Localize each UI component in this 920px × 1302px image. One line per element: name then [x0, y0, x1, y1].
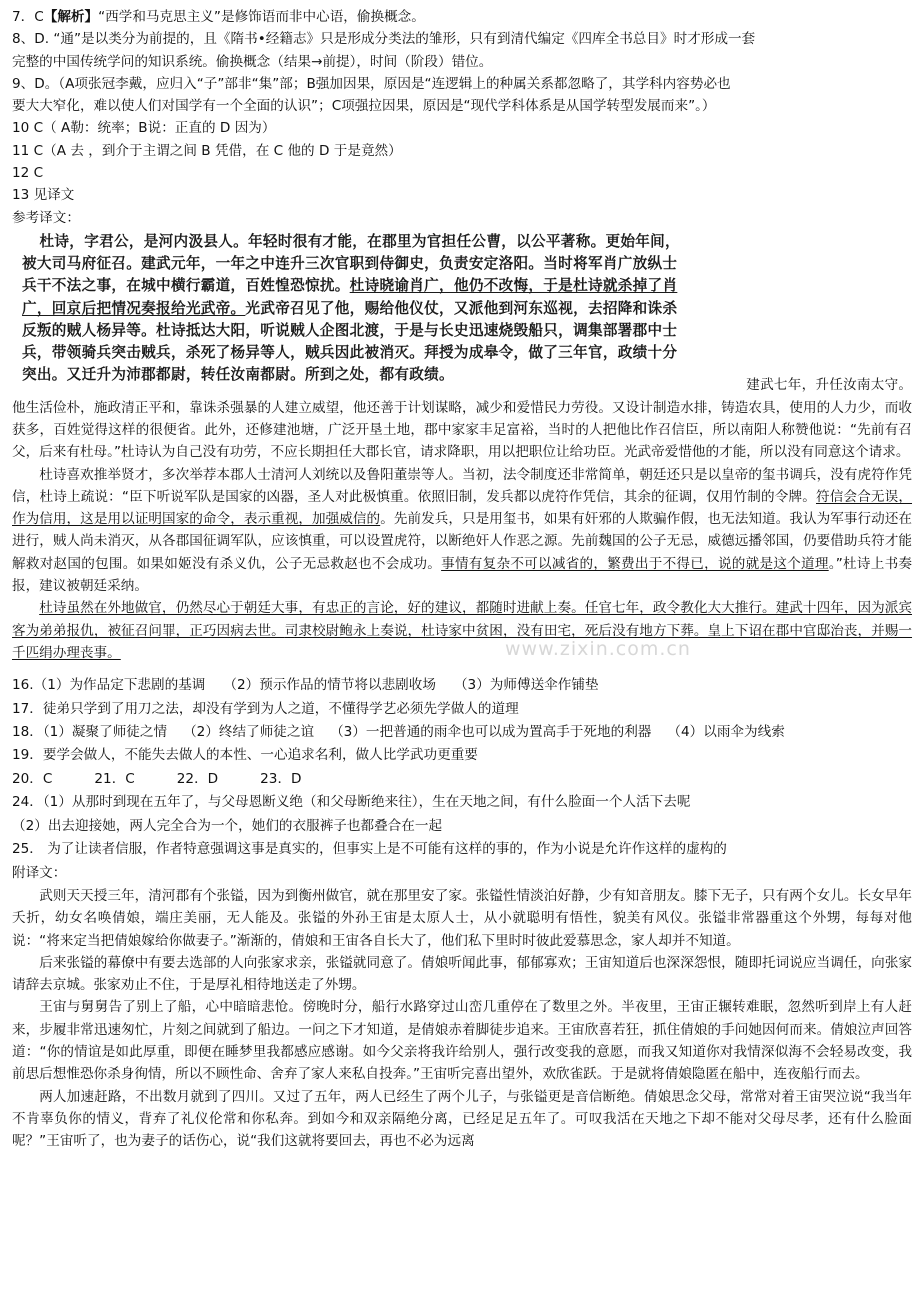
paragraph-text: 杜诗喜欢推举贤才，多次举荐本郡人士清河人刘统以及鲁阳董崇等人。当初，法令制度还非常简单，朝廷还只是以皇帝的玺书调兵，没有虎符作凭信，杜诗上疏说：“臣下听说军队是国家的凶器，圣人对此极慎重。依照旧制，发兵都以虎符作凭信，其余的征调，仅用竹制的令牌。: [12, 466, 912, 505]
answer-part: 18．（1）凝聚了师徒之情: [12, 724, 168, 741]
answer-part: （4）以雨伞为线索: [667, 724, 785, 741]
answer-line-11: 11 C（A 去 ，到介于主谓之间 B 凭借，在 C 他的 D 于是竟然）: [12, 142, 402, 159]
story-paragraph-2: 后来张镒的幕僚中有要去选部的人向张家求亲，张镒就同意了。倩娘听闻此事，郁郁寡欢；王宙知道后也深深怨恨，随即托词说应当调任，向张家请辞去京城。张家劝止不住，于是厚礼相待地送走了外甥。: [12, 954, 912, 994]
answer-line-9b: 要大大窄化，难以使人们对国学有一个全面的认识”；C项强拉因果，原因是“现代学科体系是从国学转型发展而来”。）: [12, 98, 716, 115]
story-paragraph-3: 王宙与舅舅告了别上了船，心中暗暗悲怆。傍晚时分，船行水路穿过山峦几重停在了数里之外。半夜里，王宙正辗转难眠，忽然听到岸上有人赶来，步履非常迅速匆忙，片刻之间就到了船边。一问之下才知道，是倩娘赤着脚徒步追来。王宙欣喜若狂，抓住倩娘的手问她因何而来。倩娘泣声回答道：“你的情谊是如此厚重，即便在睡梦里我都感应感谢。如今父亲将我许给别人，强行改变我的意愿，而我又知道你对我情深似海不会轻易改变，我前思后想惟恐你杀身徇情，所以不顾性命、舍弃了家人来私自投奔。”王宙听完喜出望外，欢欣雀跃。于是就将倩娘隐匿在船中，连夜船行而去。: [12, 999, 912, 1083]
answer-line-13: 13 见译文: [12, 187, 75, 204]
answer-line-18: [12, 721, 912, 744]
paragraph-text: 。先前发兵，只是用玺书，如果有奸邪的人欺骗作假，也无法知道。我认为军事行动还在进行，贼人尚未消灭，从各郡国征调军队，应该慎重，可以设置虎符，以断绝奸人作恶之源。先前魏国的公子无忌，威德远播邻国，仍要借助兵符才能解救对赵国的包围。如果如姬没有杀义仇，公子无忌救赵也不会成功。: [12, 511, 913, 572]
translation-paragraph-2: [12, 374, 912, 463]
scanned-paragraph: [22, 231, 682, 386]
answer-part: 20．C: [12, 770, 53, 787]
answer-part: 23．D: [260, 770, 302, 787]
spacer: [12, 664, 912, 674]
paragraph-lead: 建武七年，升任汝南太: [746, 377, 885, 394]
answer-line-8b: 完整的中国传统学问的知识系统。偷换概念（结果→前提），时间（阶段）错位。: [12, 53, 493, 70]
answer-part: （2）终结了师徒之谊: [183, 724, 315, 741]
underlined-text: 司隶校尉鲍永上奏说，杜诗家中贫困，没有田宅，死后没有地方下葬。皇上下诏在郡中官邸治丧，并赐一千匹绢办理丧事。: [12, 622, 913, 661]
answer-line-12: 12 C: [12, 165, 44, 182]
answer-part: 21．C: [94, 770, 135, 787]
answer-text: “西学和马克思主义”是修饰语而非中心语，偷换概念。: [98, 9, 425, 25]
answer-line-16: [12, 674, 912, 697]
analysis-tag: 【解析】: [43, 9, 99, 25]
appendix-translation-heading: 附译文：: [12, 864, 67, 881]
answer-line-8a: 8、D. “通”是以类分为前提的，且《隋书•经籍志》只是形成分类法的雏形，只有到清代编定《四库全书总目》时才形成一套: [12, 31, 756, 48]
translation-paragraph-4: [12, 597, 912, 664]
answer-line-7: [12, 6, 912, 28]
story-paragraph-4: 两人加速赶路，不出数月就到了四川。又过了五年，两人已经生了两个儿子，与张镒更是音信断绝。倩娘思念父母，常常对着王宙哭泣说“我当年不肯辜负你的情义，背弃了礼仪伦常和你私奔。到如今和双亲隔绝分离，已经足足五年了。可叹我活在天地之下却不能对父母尽孝，还有什么脸面呢？”王宙听了，也为妻子的话伤心，说“我们这就将要回去，再也不必为远离: [12, 1088, 912, 1150]
underlined-text: 事情有复杂不可以减省的，繁费出于不得已，说的就是这个道理: [441, 555, 829, 572]
scanned-text: 杜诗，字君公，是河内汲县人。年轻时很有才能，在郡里为官担任公曹，以公平著称。更始年间，被大司马府征召。建武元年，一年之中连升三次官职到侍御史，负责安定洛阳。当时将军肖广放纵士兵干不法之事，在城中横行霸道，百姓惶恐惊扰。: [22, 232, 680, 295]
paragraph-text: 。”杜诗上书奏报，建议被朝廷采纳。: [12, 555, 912, 595]
story-paragraph-1: 武则天天授三年，清河郡有个张镒，因为到衡州做官，就在那里安了家。张镒性情淡泊好静，少有知音朋友。膝下无子，只有两个女儿。长女早年夭折，幼女名唤倩娘，端庄美丽，无人能及。张镒的外孙王宙是太原人士，从小就聪明有悟性，貌美有风仪。张镒非常器重这个外甥，每每对他说：“将来定当把倩娘嫁给你做妻子。”渐渐的，倩娘和王宙各自长大了，他们私下里时时彼此爱慕思念，家人却并不知道。: [12, 887, 912, 949]
underlined-text: 杜诗虽然在外地做官，仍然尽心于朝廷大事，有忠正的言论，好的建议，都随时进献上奏。任官七年，政令教化大大推行。建武十四年，因为派宾客为弟弟报仇，被征召问罪，正巧因病去世。: [12, 600, 912, 639]
answer-line-24a: 24．（1）从那时到现在五年了，与父母恩断义绝（和父母断绝来往），生在天地之间，有什么脸面一个人活下去呢: [12, 794, 691, 811]
answer-line-24b: （2）出去迎接她，两人完全合为一个，她们的衣服裤子也都叠合在一起: [12, 817, 443, 834]
answer-part: （3）为师傅送伞作铺垫: [453, 677, 599, 694]
site-watermark: www.zixin.com.cn: [505, 638, 691, 660]
underlined-text: 杜诗晓谕肖广，他仍不改悔，于是杜诗就杀掉了肖广，回京后把情况奏报给光武帝。: [22, 277, 678, 317]
underlined-text: 符信会合无误，作为信用，这是用以证明国家的命令，表示重视，加强威信的: [12, 488, 913, 528]
reference-translation-heading: 参考译文：: [12, 209, 80, 226]
answer-line-17: 17．徒弟只学到了用刀之法，却没有学到为人之道，不懂得学艺必须先学做人的道理: [12, 700, 519, 717]
answer-line-25: 25． 为了让读者信服，作者特意强调这事是真实的，但事实上是不可能有这样的事的，作为小说是允许作这样的虚构的: [12, 841, 727, 858]
answer-line-10: 10 C（ A勒：统率；B说：正直的 D 因为）: [12, 120, 276, 137]
answer-number: 7．C: [12, 9, 44, 25]
answer-part: （2）预示作品的情节将以悲剧收场: [223, 677, 436, 694]
answer-part: （3）一把普通的雨伞也可以成为置高手于死地的利器: [330, 724, 652, 741]
answers-block: [12, 674, 912, 885]
answer-part: 22．D: [176, 770, 219, 787]
answer-line-9a: 9、D。（A项张冠李戴，应归入“子”部非“集”部；B强加因果，原因是“连逻辑上的种属关系都忽略了，其学科内容势必也: [12, 75, 731, 92]
scanned-translation-block: [14, 229, 682, 388]
answer-line-20-23: [12, 768, 912, 791]
translation-paragraph-3: [12, 464, 912, 598]
answer-part: 16.（1）为作品定下悲剧的基调: [12, 677, 206, 694]
paragraph-body: 守。他生活俭朴，施政清正平和，靠诛杀强暴的人建立威望，他还善于计划谋略，减少和爱惜民力劳役。又设计制造水排，铸造农具，使用的人力少，而收获多，百姓觉得这样的很便省。此外，还修建池塘，广泛开垦土地，郡中家家丰足富裕，当时的人把他比作召信臣，所以南阳人称赞他说：“先前有召父，后来有杜母。”杜诗认为自己没有功劳，不应长期担任大郡长官，请求降职，用以把职位让给功臣。光武帝爱惜他的才能，所以没有同意这个请求。: [12, 377, 913, 461]
scanned-text: 光武帝召见了他，赐给他仪仗，又派他到河东巡视，去招降和诛杀反叛的贼人杨异等。杜诗抵达大阳，听说贼人企图北渡，于是与长史迅速烧毁船只，调集部署郡中士兵，带领骑兵突击贼兵，杀死了杨异等人，贼兵因此被消灭。拜授为成皋令，做了三年官，政绩十分突出。又迁升为沛郡都尉，转任汝南都尉。所到之处，都有政绩。: [22, 299, 678, 384]
answer-line-19: 19．要学会做人，不能失去做人的本性、一心追求名利，做人比学武功更重要: [12, 747, 478, 764]
